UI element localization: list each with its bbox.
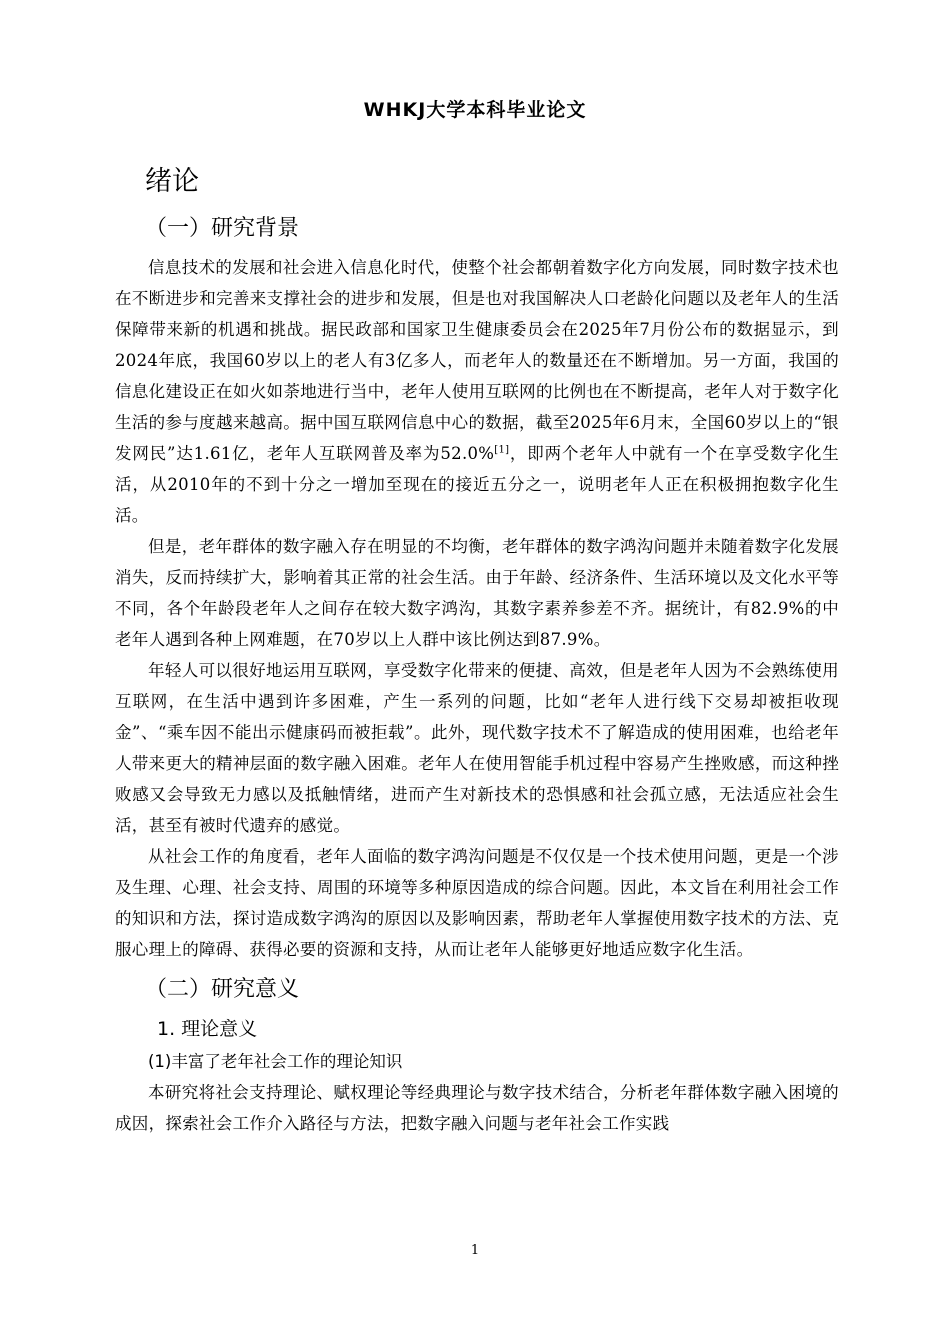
paragraph-text: 信息技术的发展和社会进入信息化时代，使整个社会都朝着数字化方向发展，同时数字技术也在不断进步和完善来支撑社会的进步和发展，但是也对我国解决人口老龄化问题以及老年人的生活保障带来新的机遇和挑战。据民政部和国家卫生健康委员会在2025年7月份公布的数据显示，到2024年底，我国60岁以上的老人有3亿多人，而老年人的数量还在不断增加。另一方面，我国的信息化建设正在如火如荼地进行当中，老年人使用互联网的比例也在不断提高，老年人对于数字化生活的参与度越来越高。据中国互联网信息中心的数据，截至2025年6月末，全国60岁以上的“银发网民”达1.61亿，老年人互联网普及率为52.0% — [115, 258, 839, 463]
page-header: WHKJ大学本科毕业论文 — [363, 99, 587, 121]
paragraph: 从社会工作的角度看，老年人面临的数字鸿沟问题是不仅仅是一个技术使用问题，更是一个涉及生理、心理、社会支持、周围的环境等多种原因造成的综合问题。因此，本文旨在利用社会工作的知识和方法，探讨造成数字鸿沟的原因以及影响因素，帮助老年人掌握使用数字技术的方法、克服心理上的障碍、获得必要的资源和支持，从而让老年人能够更好地适应数字化生活。 — [115, 847, 839, 959]
chapter-title: 绪论 — [145, 166, 199, 197]
paragraph: 本研究将社会支持理论、赋权理论等经典理论与数字技术结合，分析老年群体数字融入困境的成因，探索社会工作介入路径与方法，把数字融入问题与老年社会工作实践 — [115, 1083, 839, 1133]
paragraph: 年轻人可以很好地运用互联网，享受数字化带来的便捷、高效，但是老年人因为不会熟练使用互联网，在生活中遇到许多困难，产生一系列的问题，比如“老年人进行线下交易却被拒收现金”、“乘车因不能出示健康码而被拒载”。此外，现代数字技术不了解造成的使用困难，也给老年人带来更大的精神层面的数字融入困难。老年人在使用智能手机过程中容易产生挫败感，而这种挫败感又会导致无力感以及抵触情绪，进而产生对新技术的恐惧感和社会孤立感，无法适应社会生活，甚至有被时代遗弃的感觉。 — [115, 661, 839, 835]
section-heading-significance: （二）研究意义 — [145, 977, 300, 1002]
paragraph: 但是，老年群体的数字融入存在明显的不均衡，老年群体的数字鸿沟问题并未随着数字化发展消失，反而持续扩大，影响着其正常的社会生活。由于年龄、经济条件、生活环境以及文化水平等不同，各个年龄段老年人之间存在较大数字鸿沟，其数字素养参差不齐。据统计，有82.9%的中老年人遇到各种上网难题，在70岁以上人群中该比例达到87.9%。 — [115, 537, 839, 649]
paragraph — [115, 252, 839, 531]
page-number: 1 — [470, 1243, 480, 1258]
paragraph-text: ，即两个老年人中就有一个在享受数字化生活，从2010年的不到十分之一增加至现在的接近五分之一，说明老年人正在积极拥抱数字化生活。 — [115, 444, 839, 525]
subsection-heading: 1. 理论意义 — [157, 1018, 258, 1040]
subsubsection-heading: (1)丰富了老年社会工作的理论知识 — [148, 1052, 403, 1071]
citation-ref: [1] — [494, 444, 510, 456]
section-heading-background: （一）研究背景 — [145, 216, 300, 241]
document-body — [115, 162, 839, 1139]
